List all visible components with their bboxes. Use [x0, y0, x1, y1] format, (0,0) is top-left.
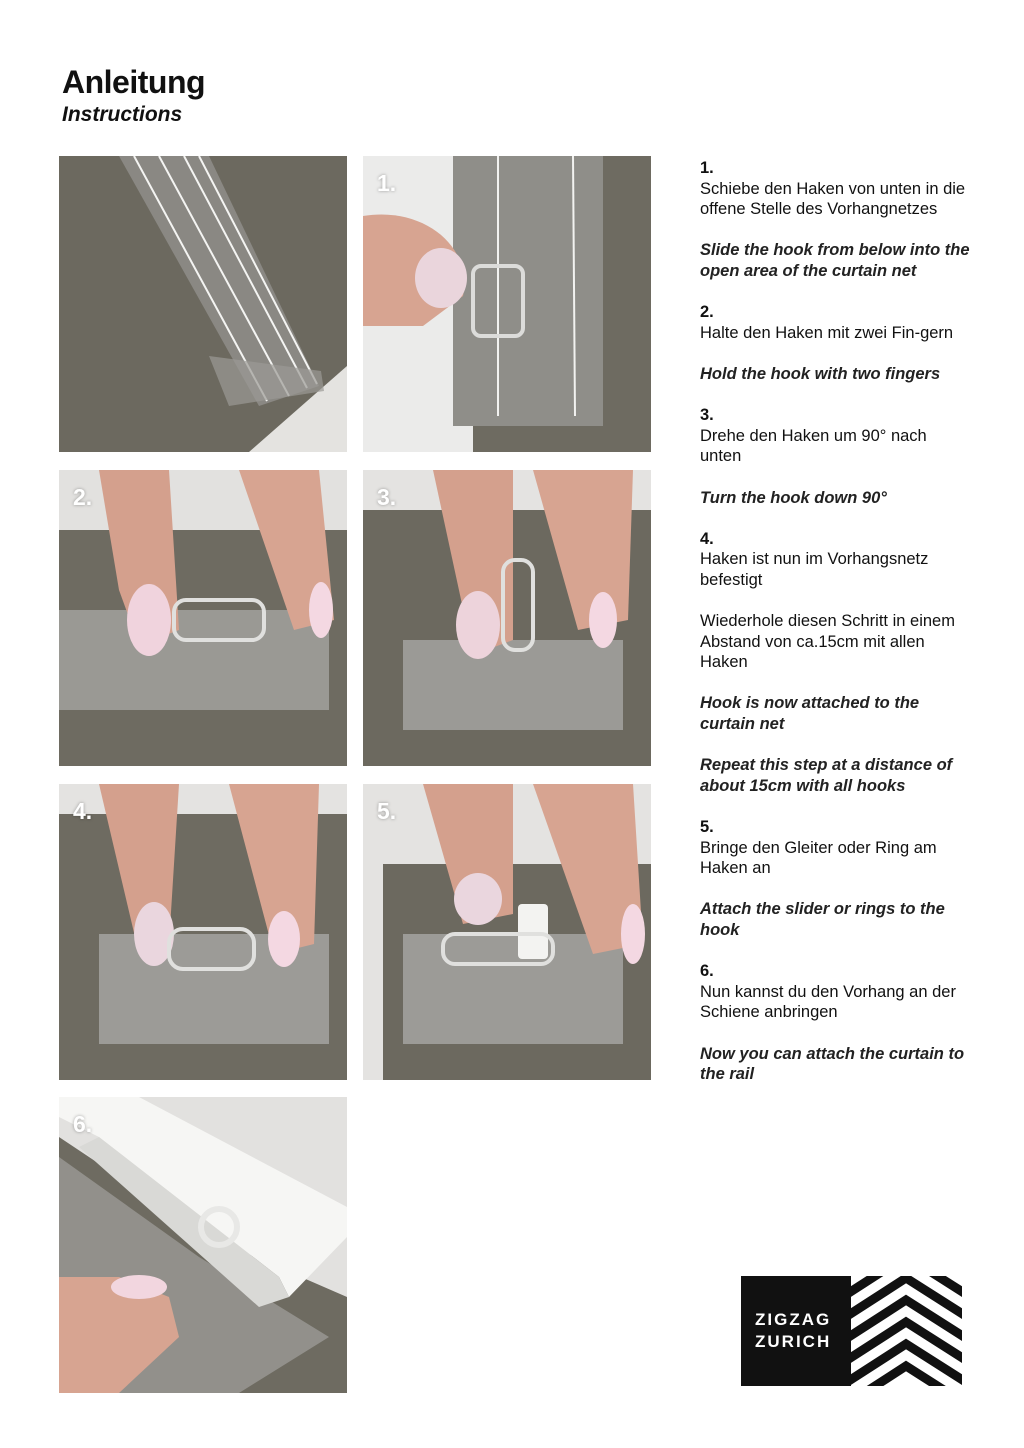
hook-insert-photo: [363, 156, 651, 452]
step-1: [700, 158, 970, 282]
step-text-de-extra: Wiederhole diesen Schritt in einem Abstand von ca.15cm mit allen Haken: [700, 612, 955, 672]
hook-attached-photo: [59, 784, 347, 1080]
step-number: 2.: [700, 303, 714, 322]
step-text-de: Haken ist nun im Vorhangsnetz befestigt: [700, 550, 929, 589]
step-text-en-extra: Repeat this step at a distance of about 15cm with all hooks: [700, 756, 953, 795]
page-subtitle: Instructions: [62, 103, 183, 126]
step-3: [700, 405, 970, 508]
step-6: [700, 961, 970, 1085]
logo-wordmark: [741, 1276, 851, 1386]
photo-number: 2.: [73, 484, 93, 510]
photo-number: 6.: [73, 1111, 93, 1137]
slider-attach-photo: [363, 784, 651, 1080]
step-number: 3.: [700, 406, 714, 425]
step-number: 5.: [700, 818, 714, 836]
hook-turn-photo: [363, 470, 651, 766]
step-text-de: Drehe den Haken um 90° nach unten: [700, 426, 927, 466]
step-text-de: Schiebe den Haken von unten in die offene Stelle des Vorhangnetzes: [700, 179, 966, 219]
step-2: [700, 302, 970, 384]
step-text-de: Halte den Haken mit zwei Fin-gern: [700, 323, 954, 342]
step-number: 6.: [700, 962, 714, 981]
step-text-en: Hook is now attached to the curtain net: [700, 694, 920, 734]
step-text-de: Bringe den Gleiter oder Ring am Haken an: [700, 838, 937, 878]
photo-number: 1.: [377, 170, 397, 196]
step-text-en: Slide the hook from below into the open area of the curtain net: [700, 241, 970, 280]
step-4: [700, 529, 970, 797]
curtain-tape-photo: [59, 156, 347, 452]
zigzag-pattern-icon: [851, 1276, 962, 1386]
step-number: 4.: [700, 529, 714, 548]
step-text-en: Now you can attach the curtain to the rail: [700, 1044, 965, 1084]
zigzag-zurich-logo: [741, 1276, 962, 1386]
logo-line-2: ZURICH: [755, 1332, 832, 1351]
step-text-en: Hold the hook with two fingers: [700, 364, 941, 383]
step-text-en: Attach the slider or rings to the hook: [700, 900, 945, 939]
rail-attach-photo: [59, 1097, 347, 1393]
page-title: Anleitung: [62, 64, 206, 100]
step-text-de: Nun kannst du den Vorhang an der Schiene anbringen: [700, 982, 956, 1022]
photo-number: 5.: [377, 798, 397, 824]
photo-number: 4.: [73, 798, 93, 824]
photo-number: 3.: [377, 484, 397, 510]
step-number: 1.: [700, 159, 714, 177]
step-5: [700, 817, 970, 941]
hook-hold-photo: [59, 470, 347, 766]
logo-line-1: ZIGZAG: [755, 1310, 832, 1329]
instruction-steps: [700, 158, 970, 1105]
step-text-en: Turn the hook down 90°: [700, 488, 887, 507]
